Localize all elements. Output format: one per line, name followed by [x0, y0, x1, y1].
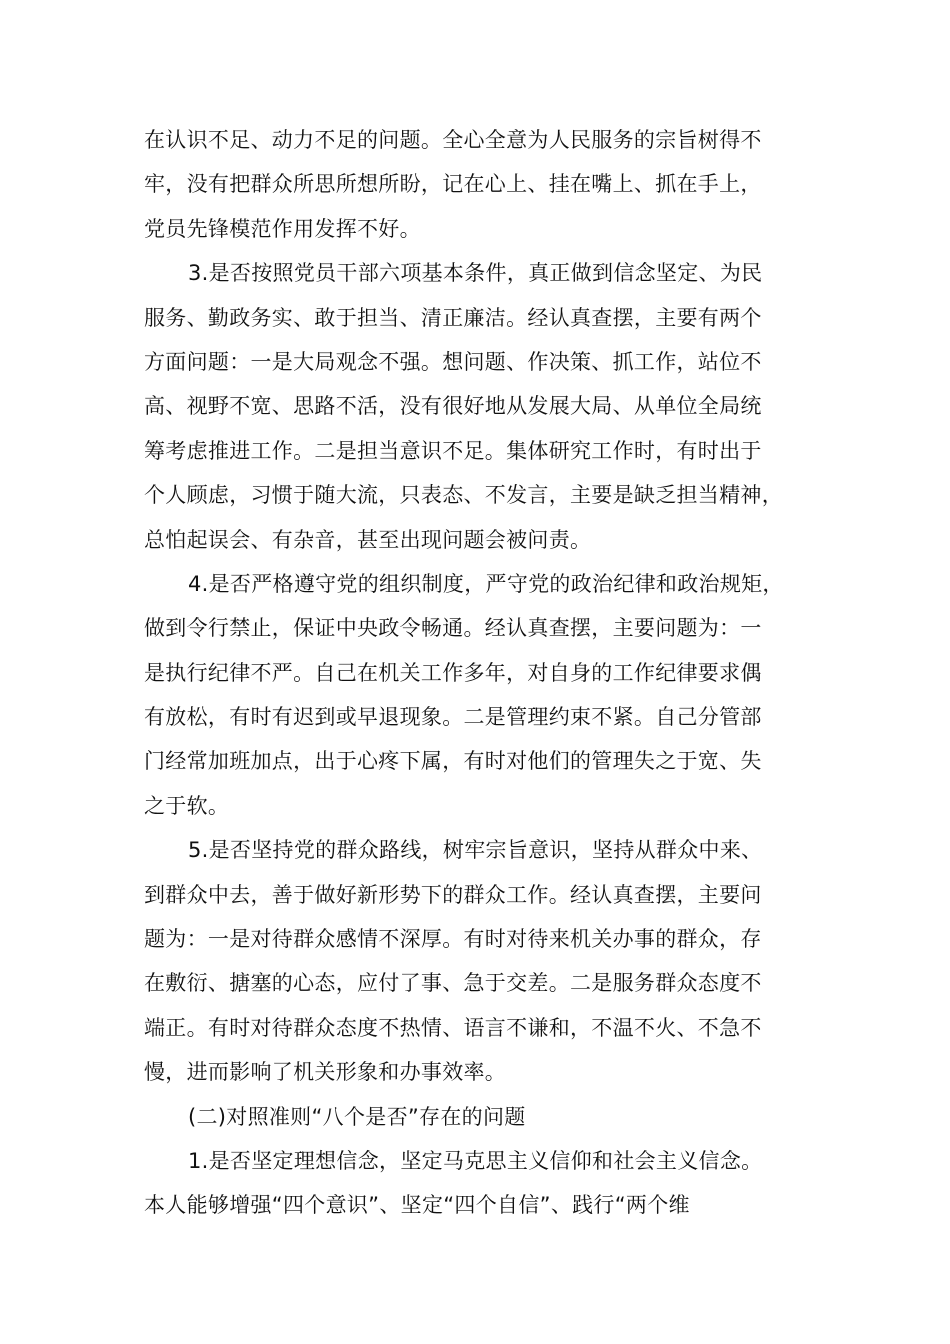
- text-line: 之于软。: [144, 793, 230, 818]
- text-line: 在认识不足、动力不足的问题。全心全意为人民服务的宗旨树得不: [144, 128, 762, 152]
- text-line-item-1: 1.是否坚定理想信念，坚定马克思主义信仰和社会主义信念。: [188, 1148, 763, 1173]
- text-line: 门经常加班加点，出于心疼下属，有时对他们的管理失之于宽、失: [144, 749, 762, 774]
- text-line-item-4: 4.是否严格遵守党的组织制度，严守党的政治纪律和政治规矩，: [188, 571, 784, 596]
- text-line: 慢，进而影响了机关形象和办事效率。: [144, 1060, 507, 1085]
- text-line: 是执行纪律不严。自己在机关工作多年，对自身的工作纪律要求偶: [144, 660, 762, 685]
- text-line-item-3: 3.是否按照党员干部六项基本条件，真正做到信念坚定、为民: [188, 261, 763, 286]
- text-line: 方面问题：一是大局观念不强。想问题、作决策、抓工作，站位不: [144, 349, 762, 374]
- text-line: 服务、勤政务实、敢于担当、清正廉洁。经认真查摆，主要有两个: [144, 305, 762, 330]
- text-line: 端正。有时对待群众态度不热情、语言不谦和，不温不火、不急不: [144, 1015, 762, 1040]
- text-line: 个人顾虑，习惯于随大流，只表态、不发言，主要是缺乏担当精神，: [144, 483, 783, 508]
- text-line: 牢，没有把群众所思所想所盼，记在心上、挂在嘴上、抓在手上，: [144, 172, 762, 197]
- text-line: 筹考虑推进工作。二是担当意识不足。集体研究工作时，有时出于: [144, 438, 762, 463]
- text-line: 党员先锋模范作用发挥不好。: [144, 216, 421, 241]
- text-line: 本人能够增强“四个意识”、坚定“四个自信”、践行“两个维: [144, 1193, 690, 1218]
- text-line: 总怕起误会、有杂音，甚至出现问题会被问责。: [144, 527, 592, 552]
- text-line: 做到令行禁止，保证中央政令畅通。经认真查摆，主要问题为：一: [144, 616, 762, 641]
- text-line: 题为：一是对待群众感情不深厚。有时对待来机关办事的群众，存: [144, 927, 762, 952]
- text-line-item-5: 5.是否坚持党的群众路线，树牢宗旨意识，坚持从群众中来、: [188, 838, 763, 863]
- document-body: [144, 118, 812, 1228]
- text-line: 有放松，有时有迟到或早退现象。二是管理约束不紧。自己分管部: [144, 705, 762, 730]
- section-heading: (二)对照准则“八个是否”存在的问题: [188, 1104, 526, 1129]
- text-line: 高、视野不宽、思路不活，没有很好地从发展大局、从单位全局统: [144, 394, 762, 419]
- text-line: 到群众中去，善于做好新形势下的群众工作。经认真查摆，主要问: [144, 882, 762, 907]
- text-line: 在敷衍、搪塞的心态，应付了事、急于交差。二是服务群众态度不: [144, 971, 762, 996]
